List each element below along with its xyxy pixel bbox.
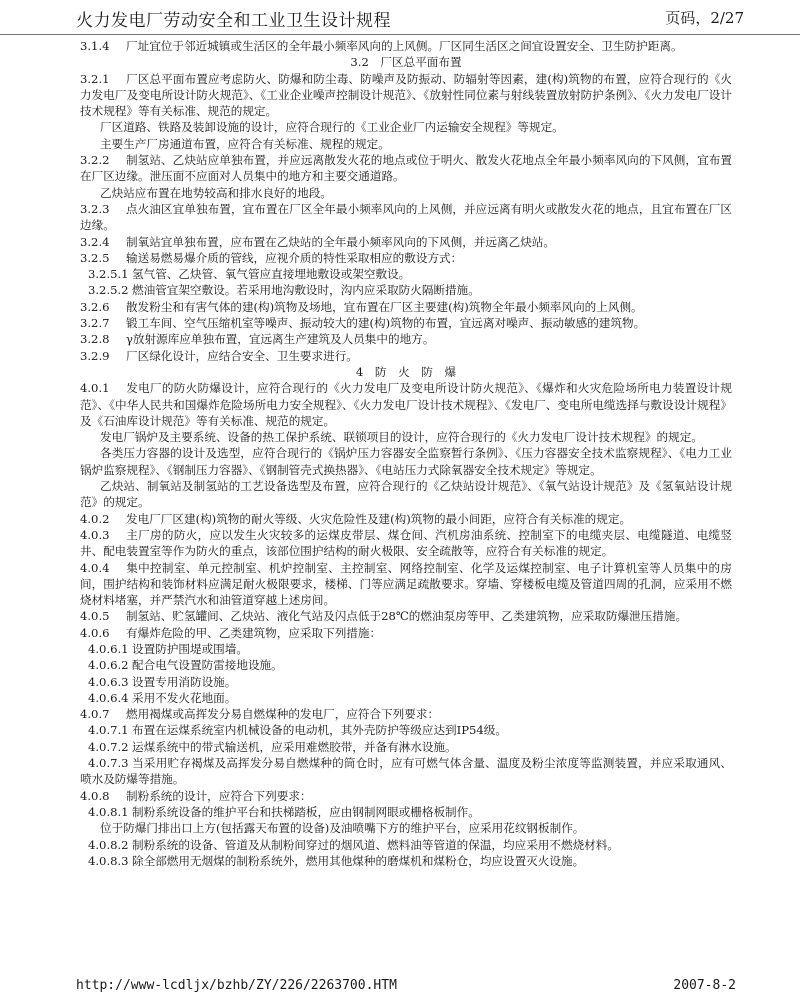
clause-text: 制粉系统设备的维护平台和扶梯踏板，应由钢制网眼或栅格板制作。 bbox=[132, 804, 480, 819]
clause-number: 3.2.3 bbox=[80, 201, 110, 216]
clause-paragraph bbox=[80, 837, 732, 853]
clause-text: 设置防护围堤或围墙。 bbox=[132, 641, 248, 656]
clause-number: 4.0.8.1 bbox=[88, 804, 129, 819]
clause-number: 4.0.6.3 bbox=[88, 674, 129, 689]
clause-paragraph bbox=[80, 201, 732, 234]
clause-number: 3.2.9 bbox=[80, 348, 110, 363]
clause-text: 制氢站、乙炔站应单独布置，并应远离散发火花的地点或位于明火、散发火花地点全年最小频率风向的下风侧，宜布置在厂区边缘。泄压面不应面对人员集中的地方和主要交通道路。 bbox=[80, 153, 732, 184]
document-title: 火力发电厂劳动安全和工业卫生设计规程 bbox=[76, 11, 391, 31]
clause-text: 布置在运煤系统室内机械设备的电动机，其外壳防护等级应达到IP54级。 bbox=[132, 723, 507, 738]
clause-paragraph bbox=[80, 511, 732, 527]
clause-paragraph: 乙炔站应布置在地势较高和排水良好的地段。 bbox=[100, 185, 332, 200]
clause-text: 锻工车间、空气压缩机室等噪声、振动较大的建(构)筑物的布置，宜远离对噪声、振动敏感的建筑物。 bbox=[126, 316, 646, 331]
clause-number: 4.0.7.1 bbox=[88, 723, 129, 738]
clause-number: 4.0.7.3 bbox=[88, 756, 129, 771]
clause-text: 除全部燃用无烟煤的制粉系统外，燃用其他煤种的磨煤机和煤粉仓，均应设置灭火设施。 bbox=[132, 853, 585, 868]
clause-paragraph bbox=[80, 853, 732, 869]
clause-paragraph bbox=[80, 152, 732, 185]
clause-text: 制氧站宜单独布置，应布置在乙炔站的全年最小频率风向的下风侧，并远离乙炔站。 bbox=[126, 234, 555, 249]
page-number: 页码，2/27 bbox=[665, 9, 744, 27]
clause-text: 输送易燃易爆介质的管线，应视介质的特性采取相应的敷设方式： bbox=[126, 250, 463, 265]
clause-text: 有爆炸危险的甲、乙类建筑物，应采取下列措施： bbox=[126, 625, 382, 640]
clause-text: 点火油区宜单独布置，宜布置在厂区全年最小频率风向的上风侧，并应远离有明火或散发火花的地点，且宜布置在厂区边缘。 bbox=[80, 201, 732, 233]
clause-text: 散发粉尘和有害气体的建(构)筑物及场地，宜布置在厂区主要建(构)筑物全年最小频率风向的上风侧。 bbox=[126, 299, 643, 314]
clause-paragraph bbox=[80, 560, 732, 609]
clause-text: 制氢站、贮氢罐间、乙炔站、液化气站及闪点低于28℃的燃油泵房等甲、乙类建筑物，应采取防爆泄压措施。 bbox=[126, 609, 688, 624]
clause-number: 3.2.5 bbox=[80, 250, 110, 265]
clause-paragraph bbox=[80, 674, 732, 690]
clause-paragraph: 厂区道路、铁路及装卸设施的设计，应符合现行的《工业企业厂内运输安全规程》等规定。 bbox=[100, 120, 564, 135]
clause-paragraph bbox=[80, 755, 732, 788]
clause-number: 3.2.1 bbox=[80, 71, 110, 86]
clause-paragraph bbox=[80, 299, 732, 315]
clause-text: 厂区总平面布置应考虑防火、防爆和防尘毒、防噪声及防振动、防辐射等因素，建(构)筑物的布置，应符合现行的《火力发电厂及变电所设计防火规范》、《工业企业噪声控制设计规范》、《放射性同位素与射线装置放射防护条例》、《火力发电厂设计技术规程》等有关标准、规范的规定。 bbox=[80, 71, 732, 119]
clause-number: 3.2.8 bbox=[80, 332, 110, 347]
clause-number: 3.1.4 bbox=[80, 39, 110, 53]
clause-paragraph: 各类压力容器的设计及选型，应符合现行的《锅炉压力容器安全监察暂行条例》、《压力容器安全技术监察规程》、《电力工业锅炉监察规程》、《钢制压力容器》、《钢制管壳式换热器》、《电站压力式除氧器安全技术规定》等规定。 bbox=[80, 446, 732, 477]
clause-number: 4.0.6.1 bbox=[88, 641, 129, 656]
clause-text: 燃油管宜架空敷设。若采用地沟敷设时，沟内应采取防火隔断措施。 bbox=[132, 283, 480, 298]
clause-number: 4.0.5 bbox=[80, 609, 110, 624]
clause-text: 氢气管、乙炔管、氧气管应直接埋地敷设或架空敷设。 bbox=[132, 267, 411, 282]
clause-text: 主厂房的防火，应以发生火灾较多的运煤皮带层、煤仓间、汽机房油系统、控制室下的电缆夹层、电缆隧道、电缆竖井、配电装置室等作为防火的重点，该部位围护结构的耐火极限、安全疏散等，应符合有关标准的规定。 bbox=[80, 527, 732, 559]
clause-text: 厂址宜位于邻近城镇或生活区的全年最小频率风向的上风侧。厂区同生活区之间宜设置安全、卫生防护距离。 bbox=[126, 39, 683, 53]
clause-number: 3.2.5.2 bbox=[88, 283, 129, 298]
clause-number: 4.0.7 bbox=[80, 707, 110, 722]
clause-text: 设置专用消防设施。 bbox=[132, 674, 237, 689]
clause-paragraph bbox=[80, 739, 732, 755]
clause-number: 4.0.1 bbox=[80, 381, 110, 396]
clause-paragraph bbox=[80, 625, 732, 641]
clause-paragraph bbox=[80, 38, 732, 54]
clause-text: 集中控制室、单元控制室、机炉控制室、主控制室、网络控制室、化学及运煤控制室、电子计算机室等人员集中的房间，围护结构和装饰材料应满足耐火极限要求，楼梯、门等应满足疏散要求。穿墙、穿楼板电缆及管道四周的孔洞，应采用不燃烧材料堵塞，并严禁汽水和油管道穿越上述房间。 bbox=[80, 560, 732, 608]
clause-number: 4.0.2 bbox=[80, 511, 110, 526]
clause-number: 4.0.7.2 bbox=[88, 739, 129, 754]
clause-number: 4.0.6 bbox=[80, 625, 110, 640]
clause-text: γ放射源库应单独布置，宜远离生产建筑及人员集中的地方。 bbox=[126, 332, 435, 347]
clause-number: 4.0.4 bbox=[80, 560, 110, 575]
clause-paragraph bbox=[80, 282, 732, 298]
clause-text: 燃用褐煤或高挥发分易自燃煤种的发电厂，应符合下列要求： bbox=[126, 707, 440, 722]
clause-number: 4.0.8.3 bbox=[88, 853, 129, 868]
clause-paragraph bbox=[80, 788, 732, 804]
clause-paragraph bbox=[80, 380, 732, 429]
clause-paragraph bbox=[80, 250, 732, 266]
clause-text: 运煤系统中的带式输送机，应采用难燃胶带，并备有淋水设施。 bbox=[132, 739, 457, 754]
page-header bbox=[0, 0, 800, 35]
clause-paragraph bbox=[80, 331, 732, 347]
clause-paragraph bbox=[80, 608, 732, 624]
clause-number: 3.2.5.1 bbox=[88, 267, 129, 282]
section-heading: 3.2 厂区总平面布置 bbox=[350, 55, 462, 70]
clause-paragraph bbox=[80, 315, 732, 331]
clause-text: 当采用贮存褐煤及高挥发分易自燃煤种的筒仓时，应有可燃气体含量、温度及粉尘浓度等监测装置，并应采取通风、喷水及防爆等措施。 bbox=[80, 756, 732, 787]
section-heading: 4 防 火 防 爆 bbox=[355, 364, 457, 379]
clause-number: 4.0.8 bbox=[80, 788, 110, 803]
clause-text: 配合电气设置防雷接地设施。 bbox=[132, 658, 283, 673]
clause-paragraph bbox=[80, 706, 732, 722]
clause-paragraph bbox=[80, 527, 732, 560]
footer-date: 2007-8-2 bbox=[673, 978, 736, 993]
clause-text: 制粉系统的设备、管道及从制粉间穿过的烟风道、燃料油等管道的保温，均应采用不燃烧材料。 bbox=[132, 837, 619, 852]
clause-paragraph: 乙炔站、制氧站及制氢站的工艺设备选型及布置，应符合现行的《乙炔站设计规范》、《氧气站设计规范》及《氢氧站设计规范》的规定。 bbox=[80, 479, 732, 510]
clause-text: 发电厂厂区建(构)筑物的耐火等级、火灾危险性及建(构)筑物的最小间距，应符合有关标准的规定。 bbox=[126, 511, 632, 526]
document-body bbox=[80, 38, 732, 869]
clause-number: 4.0.3 bbox=[80, 527, 110, 542]
clause-number: 3.2.4 bbox=[80, 234, 110, 249]
clause-paragraph bbox=[80, 722, 732, 738]
footer-url[interactable]: http://www-lcdljx/bzhb/ZY/226/2263700.HTM bbox=[76, 978, 397, 993]
clause-paragraph: 位于防爆门排出口上方(包括露天布置的设备)及油喷嘴下方的维护平台，应采用花纹钢板制作。 bbox=[100, 821, 585, 836]
clause-paragraph bbox=[80, 690, 732, 706]
clause-number: 4.0.6.2 bbox=[88, 658, 129, 673]
clause-number: 3.2.7 bbox=[80, 316, 110, 331]
clause-paragraph bbox=[80, 266, 732, 282]
clause-number: 4.0.6.4 bbox=[88, 690, 129, 705]
clause-number: 3.2.2 bbox=[80, 153, 110, 168]
clause-paragraph bbox=[80, 234, 732, 250]
clause-text: 厂区绿化设计，应结合安全、卫生要求进行。 bbox=[126, 348, 358, 363]
clause-paragraph bbox=[80, 348, 732, 364]
clause-text: 采用不发火花地面。 bbox=[132, 690, 237, 705]
clause-text: 发电厂的防火防爆设计，应符合现行的《火力发电厂及变电所设计防火规范》、《爆炸和火灾危险场所电力装置设计规范》、《中华人民共和国爆炸危险场所电力安全规程》、《火力发电厂设计技术规程》、《发电厂、变电所电缆选择与敷设设计规程》及《石油库设计规范》等有关标准、规范的规定。 bbox=[80, 381, 732, 428]
clause-number: 4.0.8.2 bbox=[88, 837, 129, 852]
clause-paragraph bbox=[80, 804, 732, 820]
clause-paragraph: 主要生产厂房通道布置，应符合有关标准、规程的规定。 bbox=[100, 136, 390, 151]
clause-number: 3.2.6 bbox=[80, 299, 110, 314]
clause-paragraph bbox=[80, 71, 732, 120]
clause-paragraph: 发电厂锅炉及主要系统、设备的热工保护系统、联锁项目的设计，应符合现行的《火力发电厂设计技术规程》的规定。 bbox=[100, 430, 703, 445]
clause-paragraph bbox=[80, 641, 732, 657]
clause-text: 制粉系统的设计，应符合下列要求： bbox=[126, 788, 312, 803]
clause-paragraph bbox=[80, 657, 732, 673]
